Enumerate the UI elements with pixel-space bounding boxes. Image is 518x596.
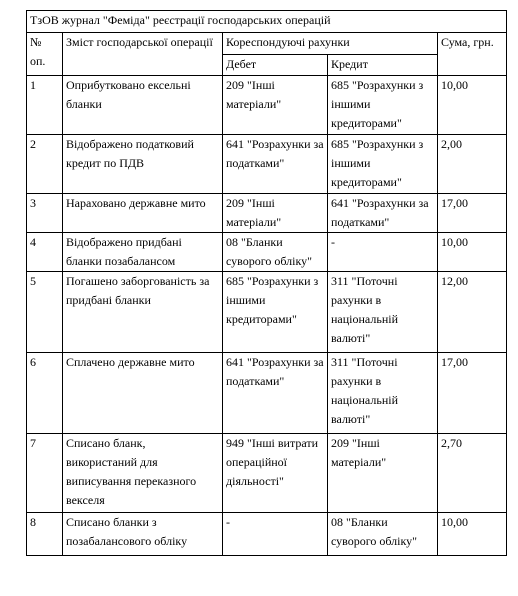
cell-number: 4: [27, 233, 63, 272]
cell-number: 7: [27, 434, 63, 513]
cell-sum: 2,70: [438, 434, 507, 513]
cell-credit: 641 "Розрахунки за податками": [328, 194, 438, 233]
table-row: [27, 135, 507, 194]
cell-debit: 685 "Розрахунки з іншими кредиторами": [223, 272, 328, 353]
cell-number: 1: [27, 76, 63, 135]
cell-sum: 17,00: [438, 194, 507, 233]
cell-content: Оприбутковано ексельні бланки: [63, 76, 223, 135]
cell-content: Нараховано державне мито: [63, 194, 223, 233]
table-row: [27, 513, 507, 556]
table-row: [27, 434, 507, 513]
cell-number: 5: [27, 272, 63, 353]
header-debit: Дебет: [223, 54, 328, 76]
cell-credit: 209 "Інші матеріали": [328, 434, 438, 513]
header-operation-content: Зміст господарської операції: [63, 33, 223, 76]
cell-debit: 641 "Розрахунки за податками": [223, 135, 328, 194]
cell-credit: 685 "Розрахунки з іншими кредиторами": [328, 135, 438, 194]
table-row: [27, 194, 507, 233]
cell-debit: 209 "Інші матеріали": [223, 76, 328, 135]
cell-credit: 08 "Бланки суворого обліку": [328, 513, 438, 556]
cell-credit: 311 "Поточні рахунки в національній валюті": [328, 272, 438, 353]
header-operation-number: № оп.: [27, 33, 63, 76]
cell-content: Сплачено державне мито: [63, 353, 223, 434]
cell-sum: 10,00: [438, 76, 507, 135]
cell-credit: 311 "Поточні рахунки в національній валюті": [328, 353, 438, 434]
cell-number: 2: [27, 135, 63, 194]
cell-content: Списано бланки з позабалансового обліку: [63, 513, 223, 556]
table-row: [27, 272, 507, 353]
cell-number: 6: [27, 353, 63, 434]
cell-debit: 641 "Розрахунки за податками": [223, 353, 328, 434]
table-title-row: [27, 11, 507, 33]
cell-sum: 12,00: [438, 272, 507, 353]
table-row: [27, 233, 507, 272]
table-row: [27, 76, 507, 135]
header-sum: Сума, грн.: [438, 33, 507, 76]
cell-content: Відображено придбані бланки позабалансом: [63, 233, 223, 272]
cell-sum: 17,00: [438, 353, 507, 434]
cell-content: Списано бланк, використаний для виписування переказного векселя: [63, 434, 223, 513]
cell-debit: 209 "Інші матеріали": [223, 194, 328, 233]
operations-journal-table: [26, 10, 507, 556]
table-row: [27, 353, 507, 434]
cell-sum: 10,00: [438, 513, 507, 556]
cell-credit: 685 "Розрахунки з іншими кредиторами": [328, 76, 438, 135]
cell-credit: -: [328, 233, 438, 272]
cell-debit: 949 "Інші витрати операційної діяльності": [223, 434, 328, 513]
cell-number: 8: [27, 513, 63, 556]
table-title: ТзОВ журнал "Феміда" реєстрації господарських операцій: [27, 11, 507, 33]
cell-content: Відображено податковий кредит по ПДВ: [63, 135, 223, 194]
header-corresponding-accounts: Кореспондуючі рахунки: [223, 33, 438, 55]
cell-sum: 10,00: [438, 233, 507, 272]
header-credit: Кредит: [328, 54, 438, 76]
cell-debit: 08 "Бланки суворого обліку": [223, 233, 328, 272]
cell-debit: -: [223, 513, 328, 556]
cell-number: 3: [27, 194, 63, 233]
cell-sum: 2,00: [438, 135, 507, 194]
cell-content: Погашено заборгованість за придбані бланки: [63, 272, 223, 353]
table-header-row: [27, 33, 507, 55]
